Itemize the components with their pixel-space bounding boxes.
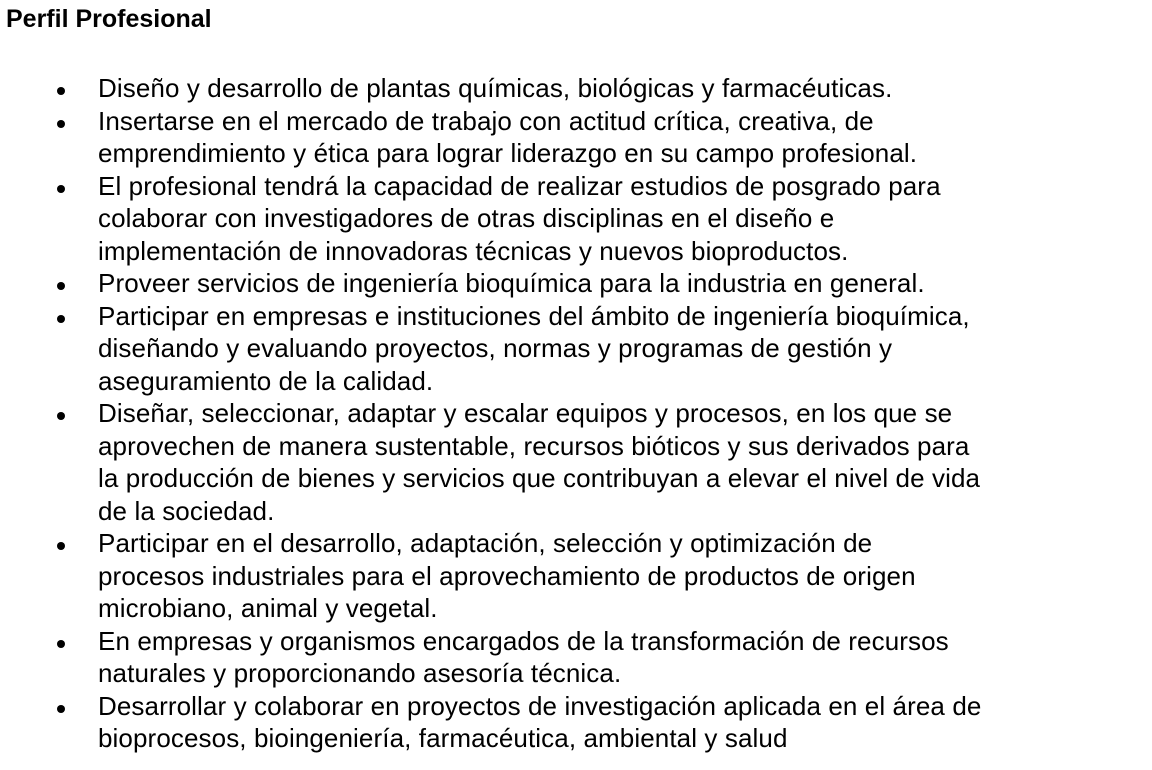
- bullet-icon: [53, 267, 67, 300]
- bullet-icon: [53, 625, 67, 658]
- list-item-line: En empresas y organismos encargados de la transformación de recursos: [98, 625, 949, 656]
- list-item-line: aseguramiento de la calidad.: [98, 365, 434, 396]
- list-item-line: procesos industriales para el aprovechamiento de productos de origen: [98, 560, 916, 591]
- list-item-line: Insertarse en el mercado de trabajo con actitud crítica, creativa, de: [98, 105, 874, 136]
- list-item: [0, 170, 1152, 268]
- list-item-line: colaborar con investigadores de otras disciplinas en el diseño e: [98, 203, 835, 233]
- list-item: [0, 105, 1152, 170]
- list-item: [0, 267, 1152, 300]
- list-item-line: Participar en empresas e instituciones del ámbito de ingeniería bioquímica,: [98, 300, 970, 331]
- bullet-icon: [53, 690, 67, 723]
- bullet-icon: [53, 397, 67, 430]
- list-item: [0, 690, 1152, 755]
- list-item: [0, 527, 1152, 625]
- list-item-line: emprendimiento y ética para lograr liderazgo en su campo profesional.: [98, 138, 918, 168]
- list-item-line: Participar en el desarrollo, adaptación, selección y optimización de: [98, 528, 873, 558]
- list-item-line: Diseño y desarrollo de plantas químicas, biológicas y farmacéuticas.: [98, 73, 893, 103]
- list-item-line: bioprocesos, bioingeniería, farmacéutica, ambiental y salud: [98, 723, 788, 753]
- list-item-line: naturales y proporcionando asesoría técnica.: [98, 658, 622, 688]
- list-item-line: aprovechen de manera sustentable, recursos bióticos y sus derivados para: [98, 430, 970, 461]
- bullet-icon: [53, 170, 67, 203]
- bullet-icon: [53, 105, 67, 138]
- list-item-line: implementación de innovadoras técnicas y nuevos bioproductos.: [98, 235, 849, 266]
- bullet-icon: [53, 527, 67, 560]
- list-item: [0, 397, 1152, 527]
- list-item-line: Diseñar, seleccionar, adaptar y escalar equipos y procesos, en los que se: [98, 398, 953, 428]
- profile-bullet-list: [0, 72, 1152, 755]
- list-item: [0, 72, 1152, 105]
- list-item: [0, 625, 1152, 690]
- list-item-line: Desarrollar y colaborar en proyectos de investigación aplicada en el área de: [98, 690, 982, 721]
- section-title: Perfil Profesional: [6, 5, 212, 33]
- list-item-line: la producción de bienes y servicios que contribuyan a elevar el nivel de vida: [98, 463, 981, 493]
- list-item-line: El profesional tendrá la capacidad de realizar estudios de posgrado para: [98, 170, 941, 201]
- list-item-line: diseñando y evaluando proyectos, normas y programas de gestión y: [98, 333, 893, 363]
- list-item-line: de la sociedad.: [98, 495, 275, 526]
- list-item-line: Proveer servicios de ingeniería bioquímica para la industria en general.: [98, 268, 925, 298]
- bullet-icon: [53, 300, 67, 333]
- bullet-icon: [53, 72, 67, 105]
- list-item: [0, 300, 1152, 398]
- list-item-line: microbiano, animal y vegetal.: [98, 593, 438, 623]
